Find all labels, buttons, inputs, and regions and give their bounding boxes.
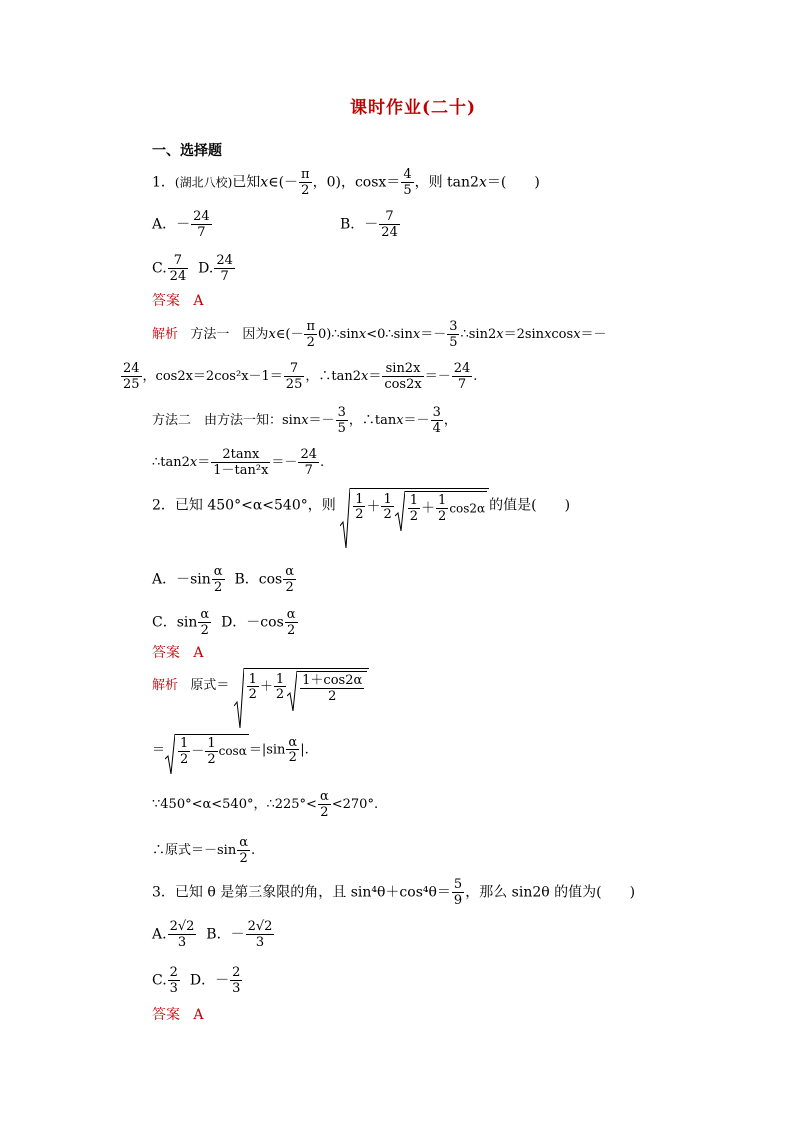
q1-method2-line1: 方法二 由方法一知：sinx＝－ $\frac{3}{5}$ ，∴tanx＝－ $\frac{3}{4}$ ， (152, 405, 457, 436)
q1-var2: x (478, 174, 487, 191)
q1-stem-b: ，cosx＝ (340, 174, 401, 191)
q1-var: x (260, 174, 269, 191)
q3-options-cd: C. $\frac{2}{3}$ D．－ $\frac{2}{3}$ (152, 965, 241, 996)
q3-options-ab: A. $\frac{2√2}{3}$ B．－ $\frac{2√2}{3}$ (152, 919, 273, 950)
section-heading: 一、选择题 (152, 143, 222, 159)
q1-number: 1． (152, 174, 175, 191)
question-3-stem: 3．已知 θ 是第三象限的角，且 sin⁴θ＋cos⁴θ＝ $\frac{5}{9}$ ，那么 sin2θ 的值为( ) (152, 877, 636, 908)
sqrt-expression: $\frac{1}{2}$ ＋ $\frac{1}{2}$ $\frac{1}{2}$ ＋ $\frac{1}{2}$ cos2α (340, 488, 489, 523)
fraction: $\frac{\pi}{2}$ (301, 167, 310, 198)
fraction: $\frac{4}{5}$ (403, 167, 412, 198)
q1-analysis-line1: 解析 方法一 因为x∈(－ $\frac{\pi}{2}$ 0)∴sinx<0∴sinx＝－ $\frac{3}{5}$ ∴sin2x＝2sinxcosx＝－ (152, 319, 607, 350)
q1-option-c-d: C. $\frac{7}{24}$ D. $\frac{24}{7}$ (152, 253, 233, 284)
q1-source: (湖北八校) (174, 175, 233, 190)
q2-options-cd: C．sin $\frac{\alpha}{2}$ D．－cos $\frac{\alpha}{2}$ (152, 607, 296, 638)
q1-analysis-line2: $\frac{24}{25}$ ，cos2x＝2cos²x－1＝ $\frac{7}{25}$ ，∴tan2x＝ $\frac{\sin 2x}{\cos 2x}$ ＝－ $\frac{24}{7}$ . (123, 361, 478, 392)
q1-zero: ，0) (312, 174, 341, 191)
q2-analysis-line4: ∴原式＝－sin $\frac{\alpha}{2}$ . (152, 835, 256, 866)
q2-options-ab: A．－sin $\frac{\alpha}{2}$ B．cos $\frac{\alpha}{2}$ (152, 564, 295, 595)
q2-analysis-line3: ∵450°<α<540°，∴225°< $\frac{\alpha}{2}$ <270°. (152, 789, 379, 820)
q3-answer: 答案 A (152, 1007, 204, 1023)
q1-stem-a: 已知 (232, 174, 261, 191)
q1-answer: 答案 A (152, 293, 204, 309)
q2-analysis-line1: 解析 原式＝ $\frac{1}{2}$ ＋ $\frac{1}{2}$ $\frac{1+\cos 2\alpha}{2}$ (152, 668, 369, 703)
page-title: 课时作业(二十) (350, 98, 477, 118)
q2-analysis-line2: ＝ $\frac{1}{2}$ － $\frac{1}{2}$ cosα ＝|sin $\frac{\alpha}{2}$ |. (152, 734, 309, 766)
question-1-stem (152, 168, 540, 197)
q1-stem-c: ，则 tan2 (414, 174, 479, 191)
q1-range: ∈(－ (268, 174, 299, 191)
q1-stem-d: ＝( ) (486, 174, 540, 191)
q1-option-b: B．－ $\frac{7}{24}$ (340, 209, 398, 240)
q1-option-a: A．－ $\frac{24}{7}$ (152, 209, 210, 240)
q2-answer: 答案 A (152, 645, 204, 661)
question-2-stem: 2．已知 450°<α<540°，则 $\frac{1}{2}$ ＋ $\frac{1}{2}$ $\frac{1}{2}$ ＋ $\frac{1}{2}$ cos2α 的值是( ) (152, 488, 570, 523)
q1-method2-line2: ∴tan2x＝ $\frac{2\tan x}{\text{1－tan²x}}$ ＝－ $\frac{24}{7}$ . (152, 447, 325, 478)
